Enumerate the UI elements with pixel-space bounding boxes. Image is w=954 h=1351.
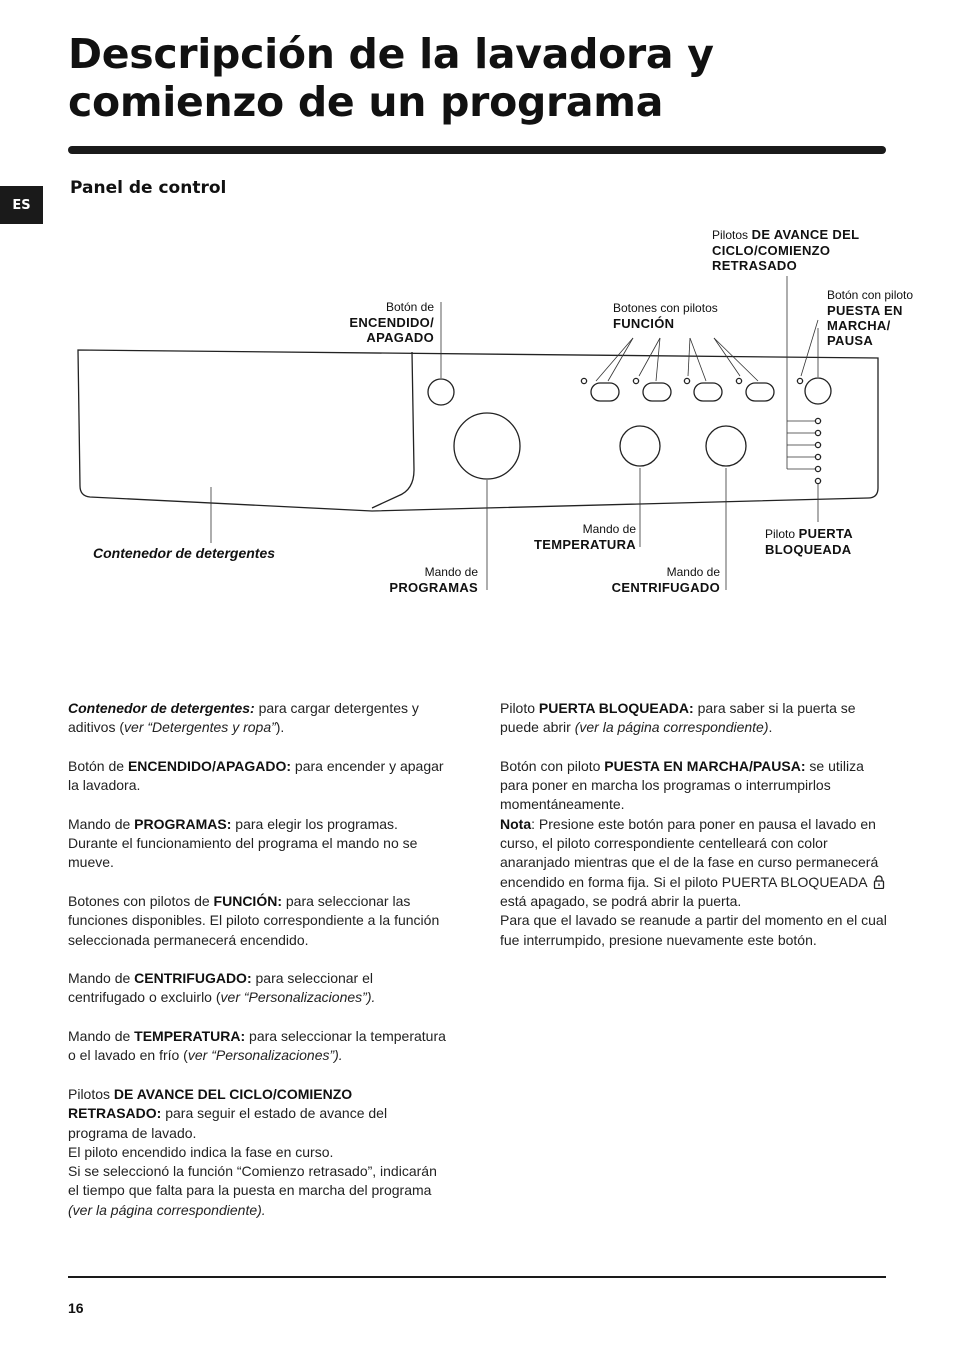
label-function-buttons: Botones con pilotos FUNCIÓN (613, 301, 718, 331)
panel-outline (78, 350, 878, 511)
start-pause-pilot (797, 378, 802, 383)
right-text-column (500, 699, 888, 969)
function-pilot-4 (736, 378, 741, 383)
progress-pilot-1 (815, 418, 820, 423)
label-progress-pilots: Pilotos DE AVANCE DEL CICLO/COMIENZO RETRASADO (712, 227, 860, 273)
desc-function: Botones con pilotos de FUNCIÓN: para seleccionar las funciones disponibles. El piloto correspondiente a la función seleccionada permanecerá encendido. (68, 892, 440, 948)
label-start-pause: Botón con piloto PUESTA EN MARCHA/ PAUSA (827, 288, 914, 348)
desc-progress: Pilotos DE AVANCE DEL CICLO/COMIENZO RETRASADO: para seguir el estado de avance del programa de lavado. El piloto encendido indica la fase en curso. Si se seleccionó la función “Comienzo retrasado”, indicarán el tiempo que falta para la puesta en marcha del programa (ver la página correspondiente). (68, 1085, 437, 1218)
lock-icon (873, 875, 885, 889)
page-title-line-2: comienzo de un programa (68, 78, 664, 126)
page-title-line-1: Descripción de la lavadora y (68, 30, 714, 78)
progress-pilot-5 (815, 466, 820, 471)
left-text-column (68, 699, 448, 1239)
temperature-knob-shape (620, 426, 660, 466)
page-number: 16 (68, 1300, 84, 1316)
label-spin-knob: Mando de CENTRIFUGADO (611, 565, 720, 595)
function-button-1-shape (591, 383, 619, 401)
desc-power: Botón de ENCENDIDO/APAGADO: para encender y apagar la lavadora. (68, 757, 444, 794)
label-temperature-knob: Mando de TEMPERATURA (534, 522, 636, 552)
desc-temperature: Mando de TEMPERATURA: para seleccionar la temperatura o el lavado en frío (ver “Personalizaciones”). (68, 1028, 446, 1064)
leader-start-pilot (801, 320, 818, 376)
label-power-button: Botón de ENCENDIDO/ APAGADO (349, 300, 434, 345)
desc-door-lock: Piloto PUERTA BLOQUEADA: para saber si la puerta se puede abrir (ver la página correspondiente). (500, 700, 856, 736)
program-knob-shape (454, 413, 520, 479)
door-lock-pilot (815, 478, 820, 483)
progress-pilot-2 (815, 430, 820, 435)
function-button-3-shape (694, 383, 722, 401)
progress-pilot-3 (815, 442, 820, 447)
label-program-knob: Mando de PROGRAMAS (389, 565, 478, 595)
progress-pilot-4 (815, 454, 820, 459)
footer-divider (68, 1276, 886, 1278)
function-button-2-shape (643, 383, 671, 401)
function-pilot-1 (581, 378, 586, 383)
desc-spin: Mando de CENTRIFUGADO: para seleccionar el centrifugado o excluirlo (ver “Personalizaciones”). (68, 970, 376, 1006)
function-button-4-shape (746, 383, 774, 401)
power-button-shape (428, 379, 454, 405)
desc-programs: Mando de PROGRAMAS: para elegir los programas. Durante el funcionamiento del programa el mando no se mueve. (68, 815, 418, 871)
spin-knob-shape (706, 426, 746, 466)
label-detergent-drawer: Contenedor de detergentes (93, 545, 276, 561)
start-pause-button-shape (805, 378, 831, 404)
language-tab: ES (0, 186, 43, 224)
label-door-locked: Piloto PUERTA BLOQUEADA (765, 526, 853, 557)
function-pilot-3 (684, 378, 689, 383)
desc-detergent: Contenedor de detergentes: para cargar detergentes y aditivos (ver “Detergentes y ropa”). (68, 700, 419, 736)
drawer-divider (372, 352, 414, 508)
function-pilot-2 (633, 378, 638, 383)
desc-start-pause: Botón con piloto PUESTA EN MARCHA/PAUSA: se utiliza para poner en marcha los programas o interrumpirlos momentáneamente. Nota: Presione este botón para poner en pausa el lavado en curso, el piloto correspondiente centelleará con color anaranjado mientras que el de la fase en curso permanecerá encendido en forma fija. Si el piloto PUERTA BLOQUEADA está apagado, se podrá abrir la puerta. Para que el lavado se reanude a partir del momento en el cual fue interrumpido, presione nuevamente este botón. (500, 757, 887, 948)
section-title: Panel de control (70, 178, 227, 198)
